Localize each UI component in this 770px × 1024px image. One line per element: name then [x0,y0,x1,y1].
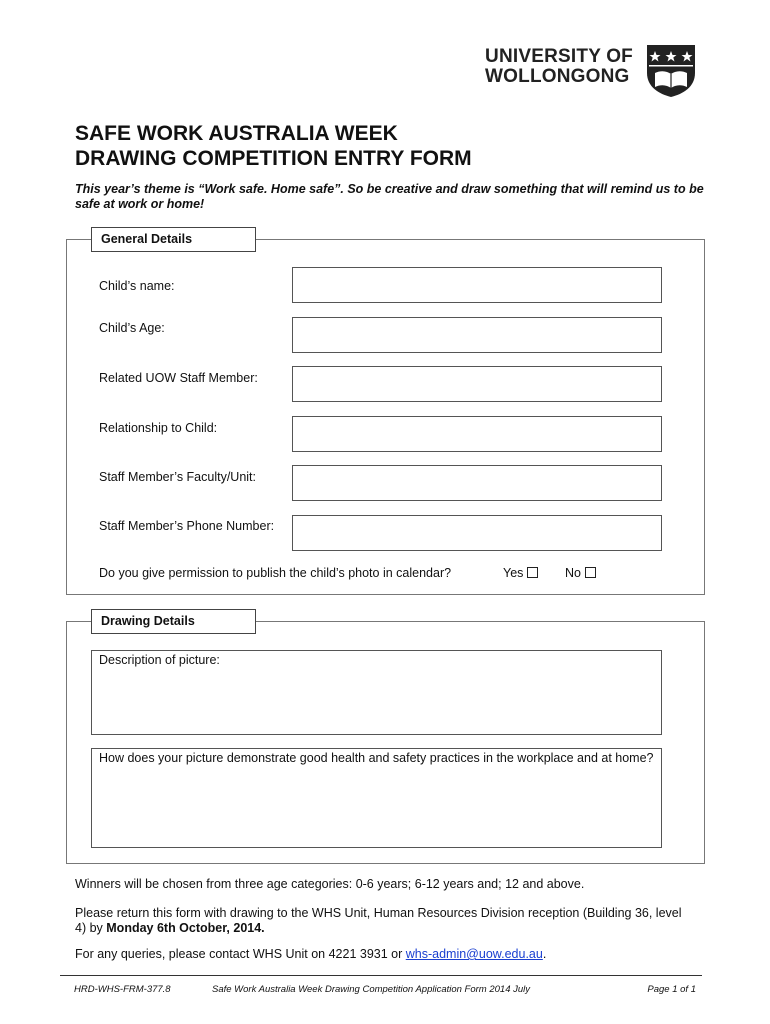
queries-note [75,947,546,962]
picture-description-label: Description of picture: [99,653,220,667]
footer-form-title: Safe Work Australia Week Drawing Competition Application Form 2014 July [212,984,531,995]
footer-divider [60,975,702,976]
childs-age-field[interactable] [292,317,662,353]
logo-line-2: WOLLONGONG [485,66,630,87]
queries-end: . [542,947,547,961]
title-line-1: SAFE WORK AUSTRALIA WEEK [75,122,398,145]
no-checkbox[interactable] [585,567,596,578]
university-logo-text [485,47,633,87]
staff-member-field[interactable] [292,366,662,402]
university-crest-icon [645,43,697,99]
faculty-unit-label: Staff Member’s Faculty/Unit: [99,470,257,484]
yes-label: Yes [503,566,524,580]
return-instructions [75,906,695,936]
safety-practices-field[interactable] [91,748,662,848]
general-details-heading: General Details [91,227,256,252]
relationship-field[interactable] [292,416,662,452]
no-label: No [565,566,581,580]
photo-permission-question: Do you give permission to publish the child’s photo in calendar? [99,566,452,580]
picture-description-field[interactable] [91,650,662,735]
whs-email-link[interactable]: whs-admin@uow.edu.au [405,947,543,961]
logo-line-1: UNIVERSITY OF [485,46,633,67]
queries-text: For any queries, please contact WHS Unit on 4221 3931 or [75,947,406,961]
relationship-label: Relationship to Child: [99,421,218,435]
faculty-unit-field[interactable] [292,465,662,501]
footer-page-number: Page 1 of 1 [647,984,696,995]
childs-name-label: Child’s name: [99,279,175,293]
safety-practices-label: How does your picture demonstrate good health and safety practices in the workplace and at home? [99,751,654,765]
staff-member-label: Related UOW Staff Member: [99,371,258,385]
childs-age-label: Child’s Age: [99,321,165,335]
drawing-details-heading: Drawing Details [91,609,256,634]
title-line-2: DRAWING COMPETITION ENTRY FORM [75,147,472,170]
return-deadline: Monday 6th October, 2014. [106,921,265,935]
theme-intro: This year’s theme is “Work safe. Home safe”. So be creative and draw something that will remind us to be safe at work or home! [75,182,704,211]
permission-no-option[interactable] [565,566,596,580]
phone-number-label: Staff Member’s Phone Number: [99,519,275,533]
page-title [75,121,472,171]
yes-checkbox[interactable] [527,567,538,578]
permission-yes-option[interactable] [503,566,538,580]
phone-number-field[interactable] [292,515,662,551]
winners-note: Winners will be chosen from three age categories: 0-6 years; 6-12 years and; 12 and above. [75,877,585,891]
return-text: Please return this form with drawing to the WHS Unit, Human Resources Division reception (Building 36, level 4) by [75,906,682,935]
footer-form-code: HRD-WHS-FRM-377.8 [74,984,171,995]
childs-name-field[interactable] [292,267,662,303]
